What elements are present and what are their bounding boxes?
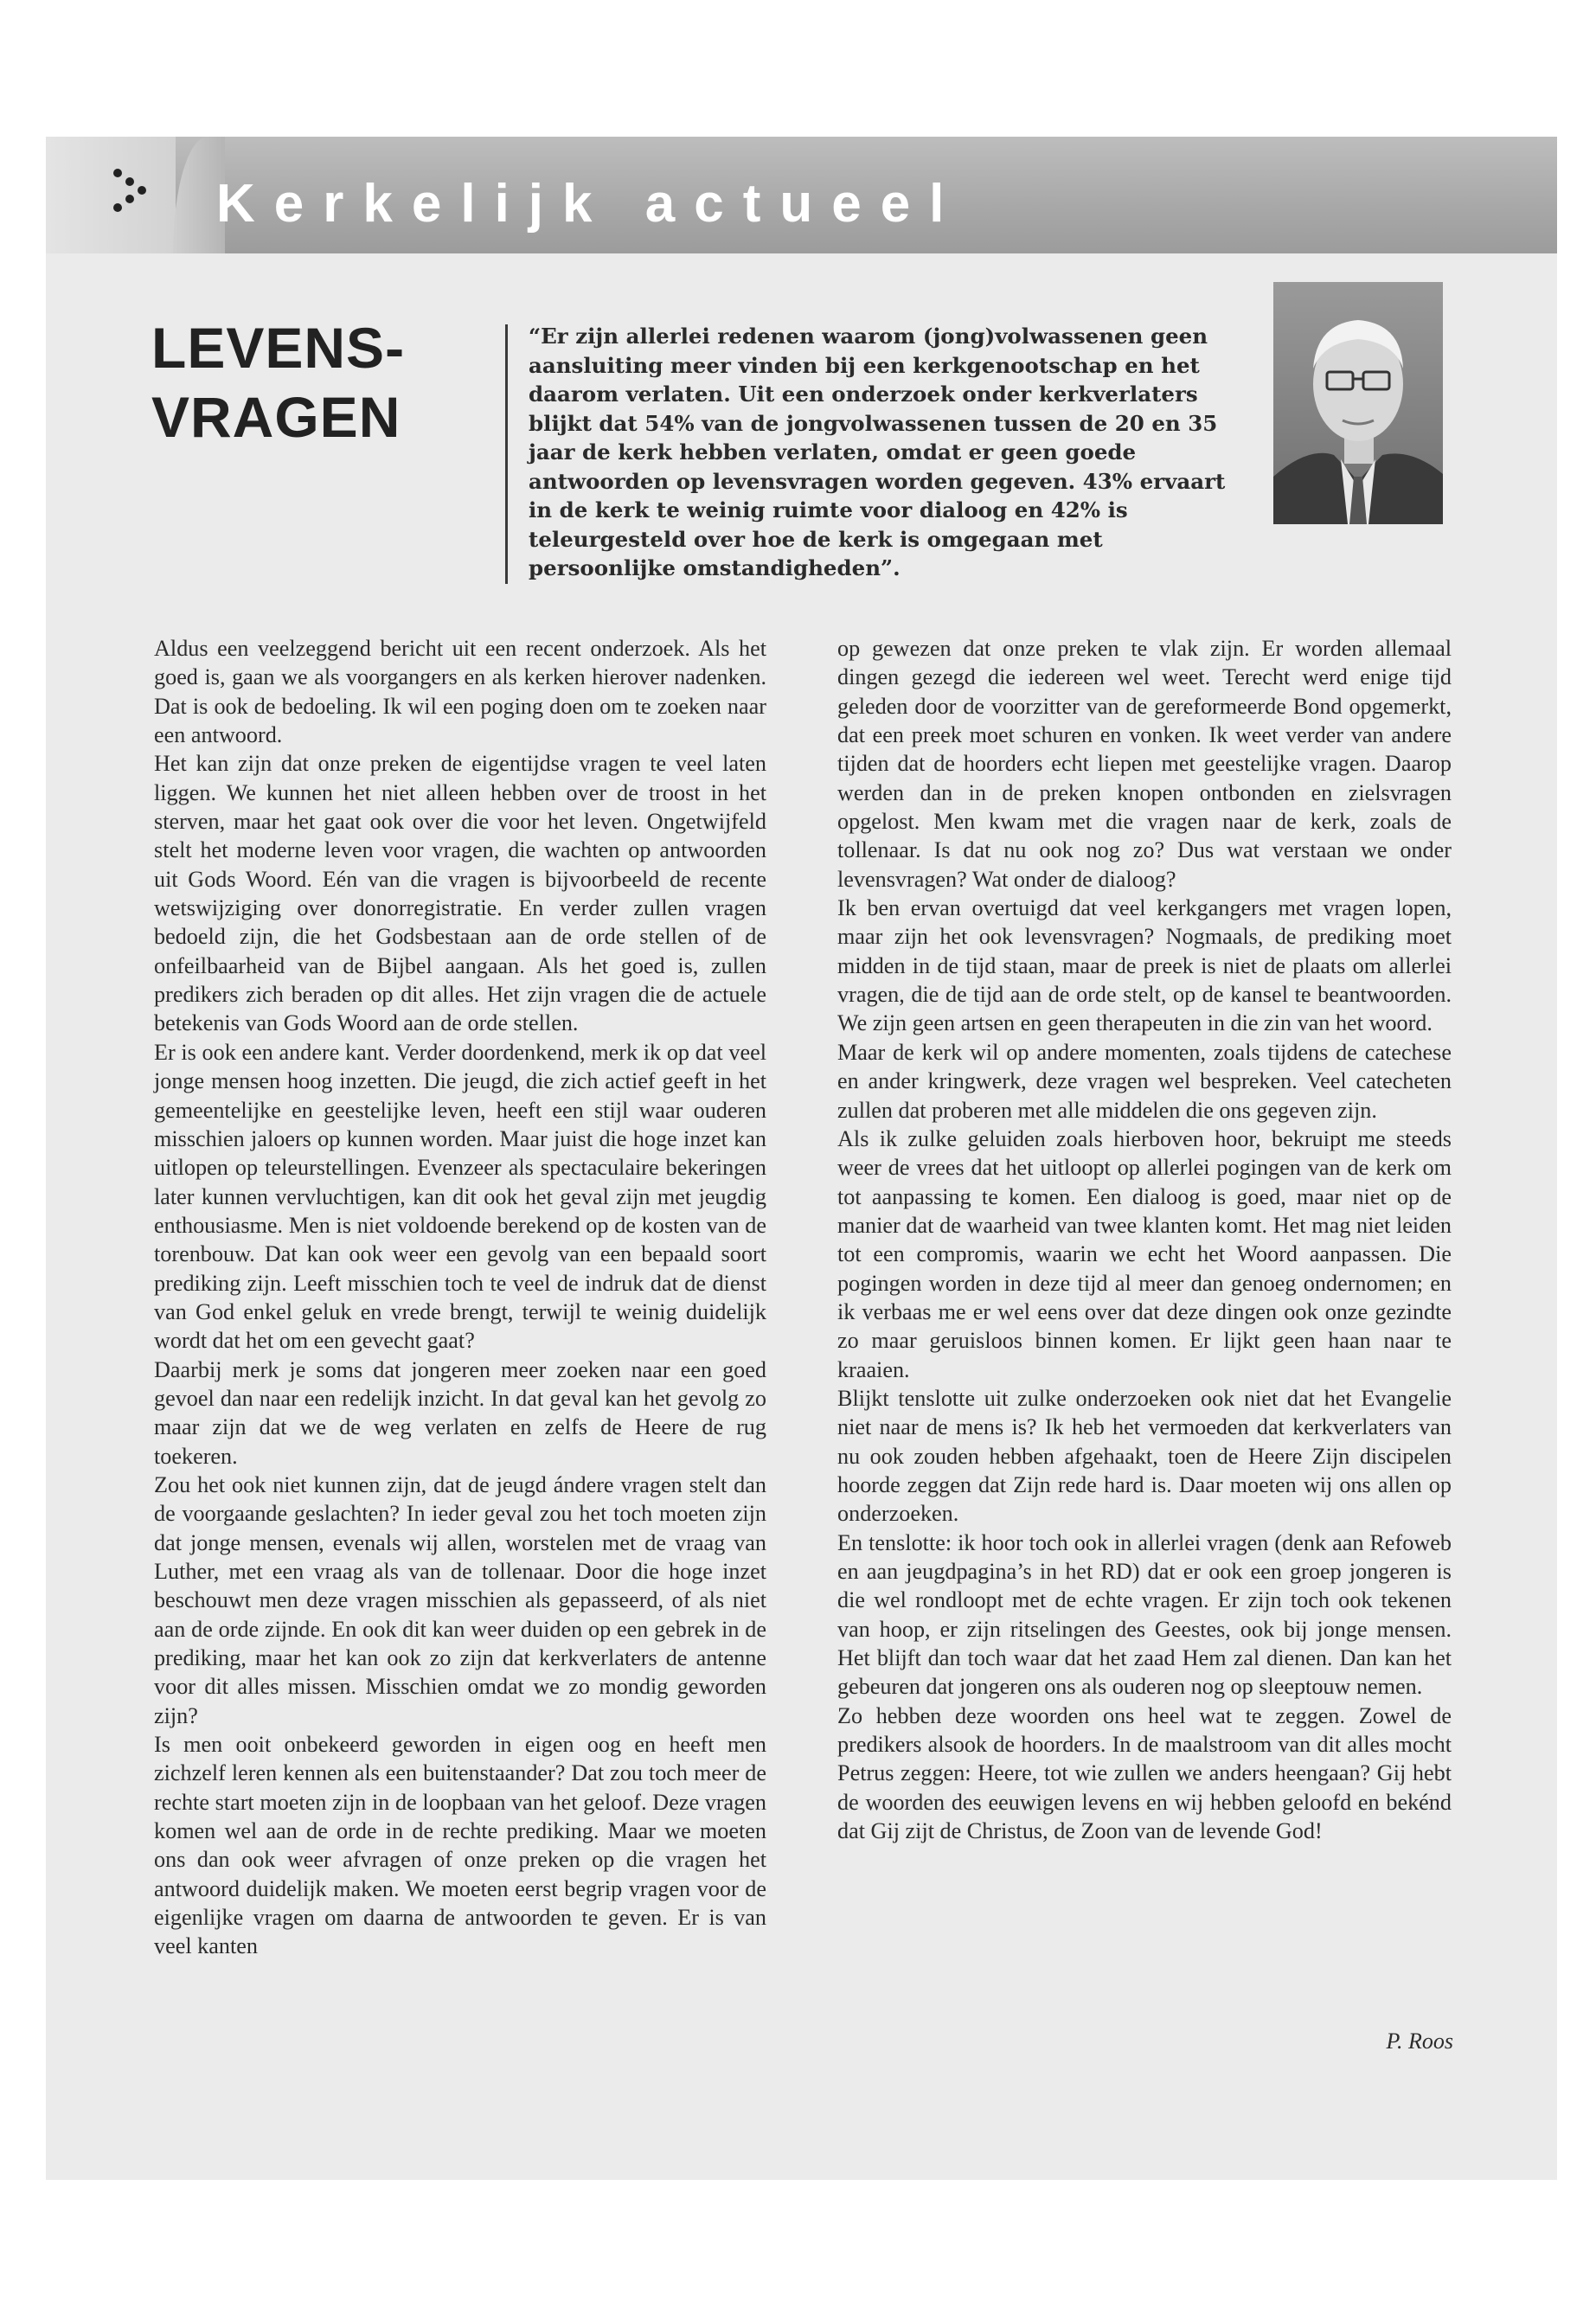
paragraph: Het kan zijn dat onze preken de eigentijdse vragen te veel laten liggen. We kunnen het niet alleen hebben over de troost in het sterven, maar het gaat ook over die voor het leven. Ongetwijfeld stelt het moderne leven voor vragen, die wachten op antwoorden uit Gods Woord. Eén van die vragen is bijvoorbeeld de recente wetswijziging over donorregistratie. En verder zullen vragen bedoeld zijn, die het Godsbestaan aan de orde stellen of de onfeilbaarheid van de Bijbel aangaan. Als het goed is, zullen predikers zich beraden op dit alles. Het zijn vragen die de actuele betekenis van Gods Woord aan de orde stellen. xyxy=(154,751,766,1036)
author-portrait xyxy=(1273,282,1443,524)
triangle-dots-icon xyxy=(111,164,154,216)
paragraph: Maar de kerk wil op andere momenten, zoals tijdens de catechese en ander kringwerk, deze vragen wel bespreken. Veel catecheten zullen dat proberen met alle middelen die ons gegeven zijn. xyxy=(837,1039,1452,1123)
section-title: Kerkelijk actueel xyxy=(216,174,964,234)
paragraph: Aldus een veelzeggend bericht uit een recent onderzoek. Als het goed is, gaan we als voorgangers en als kerken hierover nadenken. Dat is ook de bedoeling. Ik wil een poging doen om te zoeken naar een antwoord. xyxy=(154,636,766,748)
article-column-left xyxy=(154,634,766,1961)
paragraph: Daarbij merk je soms dat jongeren meer zoeken naar een goed gevoel dan naar een redelijk inzicht. In dat geval kan het gevolg zo maar zijn dat we de weg verlaten en zelfs de Heere de rug toekeren. xyxy=(154,1356,766,1469)
article-title xyxy=(151,313,405,452)
quote-rule xyxy=(505,324,508,584)
article-column-right xyxy=(837,634,1452,1845)
article-title-line: VRAGEN xyxy=(151,385,401,449)
article-title-line: LEVENS- xyxy=(151,316,406,380)
paragraph: En tenslotte: ik hoor toch ook in allerlei vragen (denk aan Refoweb en aan jeugdpagina’s in het RD) dat er ook een groep jongeren is die wel rondloopt met de echte vragen. Er zijn toch ook tekenen van hoop, er zijn ritselingen des Geestes, ook bij jonge mensen. Het blijft dan toch waar dat het zaad Hem zal dienen. Dan kan het gebeuren dat jongeren ons als ouderen nog op sleeptouw nemen. xyxy=(837,1529,1452,1700)
intro-quote: “Er zijn allerlei redenen waarom (jong)volwassenen geen aansluiting meer vinden bij een kerkgenootschap en het daarom verlaten. Uit een onderzoek onder kerkverlaters blijkt dat 54% van de jongvolwassenen tussen de 20 en 35 jaar de kerk hebben verlaten, omdat er geen goede antwoorden op levensvragen worden gegeven. 43% ervaart in de kerk te weinig ruimte voor dialoog en 42% is teleurgesteld over hoe de kerk is omgegaan met persoonlijke omstandigheden”. xyxy=(529,324,1226,580)
paragraph: Er is ook een andere kant. Verder doordenkend, merk ik op dat veel jonge mensen hoog inzetten. Die jeugd, die zich actief geeft in het gemeentelijke en geestelijke leven, heeft een stijl waar ouderen misschien jaloers op kunnen worden. Maar juist die hoge inzet kan uitlopen op teleurstellingen. Evenzeer als spectaculaire bekeringen later kunnen vervluchtigen, kan dit ook het geval zijn met jeugdig enthousiasme. Men is niet voldoende berekend op de kosten van de torenbouw. Dat kan ook weer een gevolg van een bepaald soort prediking zijn. Leeft misschien toch te veel de indruk dat de dienst van God enkel geluk en vrede brengt, terwijl te weinig duidelijk wordt dat het om een gevecht gaat? xyxy=(154,1039,766,1354)
paragraph: Is men ooit onbekeerd geworden in eigen oog en heeft men zichzelf leren kennen als een buitenstaander? Dat zou toch meer de rechte start moeten zijn in de loopbaan van het geloof. Deze vragen komen wel aan de orde in de rechte prediking. Maar we moeten ons dan ook weer afvragen of onze preken op die vragen het antwoord duidelijk maken. We moeten eerst begrip vragen voor de eigenlijke vragen om daarna de antwoorden te geven. Er is van veel kanten xyxy=(154,1732,766,1959)
paragraph: op gewezen dat onze preken te vlak zijn. Er worden allemaal dingen gezegd die iedereen wel weet. Terecht werd enige tijd geleden door de voorzitter van de gereformeerde Bond opgemerkt, dat een preek moet schuren en vonken. Ik weet verder van andere tijden dat de hoorders echt liepen met geestelijke vragen. Daarop werden dan in de preken knopen ontbonden en zielsvragen opgelost. Men kwam met die vragen naar de kerk, zoals de tollenaar. Is dat nu ook nog zo? Dus wat verstaan we onder levensvragen? Wat onder de dialoog? xyxy=(837,636,1452,892)
paragraph: Zo hebben deze woorden ons heel wat te zeggen. Zowel de predikers alsook de hoorders. In de maalstroom van dit alles mocht Petrus zeggen: Heere, tot wie zullen we anders heengaan? Gij hebt de woorden des eeuwigen levens en wij hebben geloofd en bekénd dat Gij zijt de Christus, de Zoon van de levende God! xyxy=(837,1702,1452,1844)
paragraph: Blijkt tenslotte uit zulke onderzoeken ook niet dat het Evangelie niet naar de mens is? Ik heb het vermoeden dat kerkverlaters van nu ook zouden hebben afgehaakt, toen de Heere Zijn discipelen hoorde zeggen dat Zijn rede hard is. Daar moeten wij ons allen op onderzoeken. xyxy=(837,1385,1452,1527)
paragraph: Ik ben ervan overtuigd dat veel kerkgangers met vragen lopen, maar zijn het ook levensvragen? Nogmaals, de prediking moet midden in de tijd staan, maar de preek is niet de plaats om allerlei vragen, die de tijd aan de orde stelt, op de kansel te beantwoorden. We zijn geen artsen en geen therapeuten in die zin van het woord. xyxy=(837,895,1452,1036)
paragraph: Als ik zulke geluiden zoals hierboven hoor, bekruipt me steeds weer de vrees dat het uitloopt op allerlei pogingen van de kerk om tot aanpassing te komen. Een dialoog is goed, maar niet op de manier dat de waarheid van twee klanten komt. Het mag niet leiden tot een compromis, waarin we echt het Woord aanpassen. Die pogingen worden in deze tijd al meer dan genoeg ondernomen; en ik verbaas me er wel eens over dat deze dingen ook onze gezindte zo maar geruisloos binnen komen. Er lijkt geen haan naar te kraaien. xyxy=(837,1125,1452,1382)
author-signature: P. Roos xyxy=(1386,2029,1453,2054)
portrait-photo xyxy=(1273,282,1443,524)
paragraph: Zou het ook niet kunnen zijn, dat de jeugd ándere vragen stelt dan de voorgaande geslachten? In ieder geval zou het toch moeten zijn dat jonge mensen, evenals wij allen, worstelen met de vraag van Luther, met een vraag als van de tollenaar. Door die hoge inzet beschouwt men deze vragen misschien als gepasseerd, of als niet aan de orde zijnde. En ook dit kan weer duiden op een gebrek in de prediking, maar het kan ook zo zijn dat kerkverlaters de antenne voor dit alles missen. Misschien omdat we zo mondig geworden zijn? xyxy=(154,1471,766,1728)
